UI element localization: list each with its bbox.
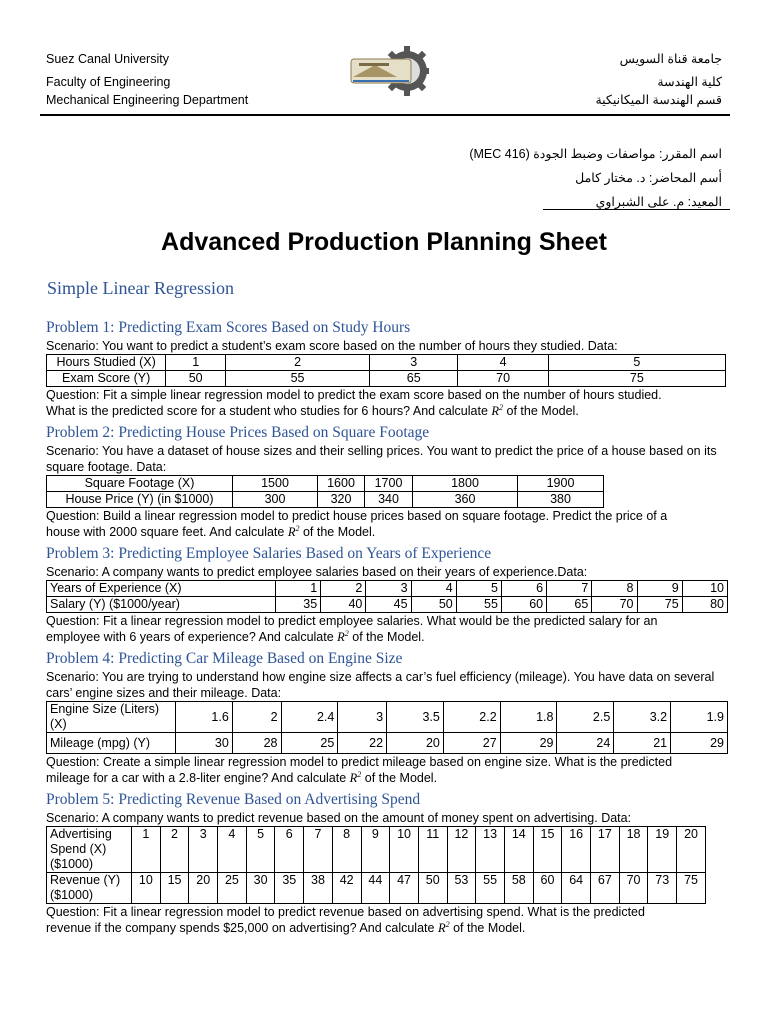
table-cell: 12 [447,827,476,873]
problem-question [46,387,726,419]
table-row [47,581,728,597]
table-cell: 13 [476,827,505,873]
table-cell: 2.2 [443,702,500,733]
table-cell: 53 [447,873,476,904]
table-cell: 1500 [233,476,318,492]
department-name: Mechanical Engineering Department [46,93,249,107]
data-table [46,580,728,613]
table-cell: 5 [246,827,275,873]
table-cell: 25 [281,733,338,754]
question-end: of the Model. [364,771,438,785]
table-cell: 3 [338,702,387,733]
course-info [469,142,722,214]
department-name-ar: قسم الهندسة الميكانيكية [595,93,722,107]
table-cell: 20 [189,873,218,904]
table-cell: 300 [233,492,318,508]
table-cell: 3 [366,581,411,597]
table-row [47,597,728,613]
lecturer-name: أسم المحاضر: د. مختار كامل [575,171,722,185]
problem-3 [46,544,726,645]
table-cell: 4 [411,581,456,597]
table-cell: 73 [648,873,677,904]
table-cell: 8 [592,581,637,597]
table-cell: 17 [591,827,620,873]
row-label: Exam Score (Y) [47,371,166,387]
table-cell: 1.8 [500,702,557,733]
table-cell: 1 [276,581,321,597]
row-label: Advertising Spend (X) ($1000) [47,827,132,873]
table-cell: 6 [501,581,546,597]
question-end: of the Model. [506,404,579,418]
question-line-1: Question: Fit a simple linear regression model to predict the exam score based on the number of hours studied. [46,388,662,402]
question-line-1: Question: Fit a linear regression model to predict employee salaries. What would be the predicted salary for an [46,614,658,628]
table-cell: 21 [614,733,671,754]
table-cell: 3 [370,355,458,371]
page-title: Advanced Production Planning Sheet [161,228,607,256]
table-cell: 29 [500,733,557,754]
problem-2 [46,423,726,540]
table-cell: 8 [332,827,361,873]
r-squared-symbol: $R^2$ [337,628,349,644]
table-cell: 75 [548,371,725,387]
problems-container [46,318,726,936]
table-cell: 60 [501,597,546,613]
row-label: Mileage (mpg) (Y) [47,733,176,754]
question-line-2: mileage for a car with a 2.8-liter engine? And calculate [46,771,347,785]
table-cell: 2.5 [557,702,614,733]
table-cell: 4 [218,827,247,873]
row-label: House Price (Y) (in $1000) [47,492,233,508]
problem-question [46,613,726,645]
table-cell: 2 [321,581,366,597]
table-cell: 58 [504,873,533,904]
table-cell: 28 [232,733,281,754]
table-cell: 320 [318,492,365,508]
table-cell: 30 [246,873,275,904]
problem-question [46,754,726,786]
problem-scenario: Scenario: You want to predict a student’s exam score based on the number of hours they studied. Data: [46,339,618,353]
table-cell: 3.2 [614,702,671,733]
header-divider [40,114,730,116]
data-table [46,354,726,387]
problem-title: Problem 4: Predicting Car Mileage Based on Engine Size [46,650,403,667]
row-label: Hours Studied (X) [47,355,166,371]
faculty-name-ar: كلية الهندسة [657,75,722,89]
table-cell: 16 [562,827,591,873]
table-cell: 15 [533,827,562,873]
table-cell: 20 [677,827,706,873]
table-cell: 10 [390,827,419,873]
table-cell: 20 [387,733,444,754]
problem-5 [46,790,726,936]
problem-question [46,508,726,540]
question-line-2: What is the predicted score for a student who studies for 6 hours? And calculate [46,404,488,418]
data-table [46,826,706,904]
row-label: Years of Experience (X) [47,581,276,597]
problem-title: Problem 2: Predicting House Prices Based on Square Footage [46,424,430,441]
table-cell: 3.5 [387,702,444,733]
table-cell: 75 [677,873,706,904]
table-row [47,827,706,873]
table-cell: 7 [304,827,333,873]
table-cell: 47 [390,873,419,904]
table-cell: 42 [332,873,361,904]
question-line-1: Question: Build a linear regression model to predict house prices based on square footage. Predict the price of a [46,509,668,523]
problem-question [46,904,726,936]
row-label: Revenue (Y) ($1000) [47,873,132,904]
course-name: اسم المقرر: مواصفات وضبط الجودة [533,147,722,161]
table-row [47,371,726,387]
table-cell: 15 [160,873,189,904]
r-squared-symbol: $R^2$ [349,769,362,785]
r-squared-symbol: $R^2$ [437,919,450,935]
table-cell: 1 [132,827,161,873]
problem-1 [46,318,726,419]
table-cell: 6 [275,827,304,873]
table-cell: 1700 [365,476,413,492]
table-cell: 24 [557,733,614,754]
table-cell: 75 [637,597,682,613]
table-cell: 55 [456,597,501,613]
table-cell: 2.4 [281,702,338,733]
table-row [47,873,706,904]
table-cell: 19 [648,827,677,873]
table-row [47,702,728,733]
problem-title: Problem 3: Predicting Employee Salaries Based on Years of Experience [46,545,492,562]
table-cell: 70 [619,873,648,904]
table-cell: 7 [547,581,592,597]
problem-scenario: Scenario: A company wants to predict revenue based on the amount of money spent on advertising. Data: [46,811,632,825]
problem-4 [46,649,726,786]
table-cell: 360 [413,492,518,508]
table-cell: 380 [518,492,604,508]
faculty-logo [345,43,429,109]
table-cell: 38 [304,873,333,904]
table-cell: 65 [547,597,592,613]
table-cell: 35 [275,873,304,904]
table-cell: 67 [591,873,620,904]
course-divider [543,209,730,210]
table-cell: 2 [232,702,281,733]
table-cell: 1.9 [671,702,728,733]
table-cell: 1800 [413,476,518,492]
table-cell: 10 [682,581,727,597]
course-name-line [469,142,722,166]
table-cell: 22 [338,733,387,754]
problem-title: Problem 1: Predicting Exam Scores Based on Study Hours [46,319,411,336]
table-cell: 5 [456,581,501,597]
table-cell: 50 [411,597,456,613]
row-label: Engine Size (Liters) (X) [47,702,176,733]
table-cell: 30 [176,733,233,754]
table-cell: 1.6 [176,702,233,733]
data-table [46,701,728,754]
table-cell: 55 [226,371,370,387]
assistant-name: المعيد: م. على الشبراوي [595,195,722,209]
row-label: Square Footage (X) [47,476,233,492]
question-line-2: employee with 6 years of experience? And calculate [46,630,334,644]
question-end: of the Model. [302,525,376,539]
table-cell: 50 [166,371,226,387]
table-cell: 40 [321,597,366,613]
faculty-name: Faculty of Engineering [46,75,171,89]
university-header-ar [595,50,722,109]
question-line-2: revenue if the company spends $25,000 on advertising? And calculate [46,921,435,935]
table-cell: 11 [418,827,447,873]
table-cell: 70 [592,597,637,613]
question-line-2: house with 2000 square feet. And calculate [46,525,285,539]
problem-title: Problem 5: Predicting Revenue Based on Advertising Spend [46,791,421,808]
table-row [47,733,728,754]
table-cell: 10 [132,873,161,904]
table-cell: 27 [443,733,500,754]
university-name: Suez Canal University [46,52,169,66]
question-line-1: Question: Fit a linear regression model to predict revenue based on advertising spend. What is the predicted [46,905,645,919]
table-cell: 4 [458,355,548,371]
r-squared-symbol: $R^2$ [491,402,504,418]
question-end: of the Model. [352,630,425,644]
problem-scenario: Scenario: You have a dataset of house sizes and their selling prices. You want to predict the price of a house based on its square footage. Data: [46,444,717,474]
table-cell: 35 [276,597,321,613]
university-header-en [46,50,248,109]
r-squared-symbol: $R^2$ [287,523,300,539]
table-cell: 3 [189,827,218,873]
table-cell: 5 [548,355,725,371]
table-cell: 29 [671,733,728,754]
table-row [47,355,726,371]
row-label: Salary (Y) ($1000/year) [47,597,276,613]
table-cell: 70 [458,371,548,387]
table-cell: 340 [365,492,413,508]
course-code: (MEC 416) [469,147,530,161]
question-end: of the Model. [453,921,526,935]
question-line-1: Question: Create a simple linear regression model to predict mileage based on engine size. What is the predicted [46,755,673,769]
table-cell: 14 [504,827,533,873]
table-cell: 80 [682,597,727,613]
table-cell: 60 [533,873,562,904]
table-row [47,492,604,508]
data-table [46,475,604,508]
table-cell: 9 [361,827,390,873]
table-cell: 2 [226,355,370,371]
table-cell: 64 [562,873,591,904]
problem-scenario: Scenario: You are trying to understand how engine size affects a car’s fuel efficiency (mileage). You have data on several cars’ engine sizes and their mileage. Data: [46,670,715,700]
table-cell: 44 [361,873,390,904]
table-cell: 18 [619,827,648,873]
table-cell: 2 [160,827,189,873]
table-cell: 45 [366,597,411,613]
table-cell: 1600 [318,476,365,492]
table-row [47,476,604,492]
table-cell: 50 [418,873,447,904]
table-cell: 9 [637,581,682,597]
university-name-ar: جامعة قناة السويس [619,52,722,66]
table-cell: 65 [370,371,458,387]
problem-scenario: Scenario: A company wants to predict employee salaries based on their years of experience.Data: [46,565,588,579]
table-cell: 55 [476,873,505,904]
table-cell: 1 [166,355,226,371]
table-cell: 1900 [518,476,604,492]
table-cell: 25 [218,873,247,904]
section-heading: Simple Linear Regression [47,278,234,298]
